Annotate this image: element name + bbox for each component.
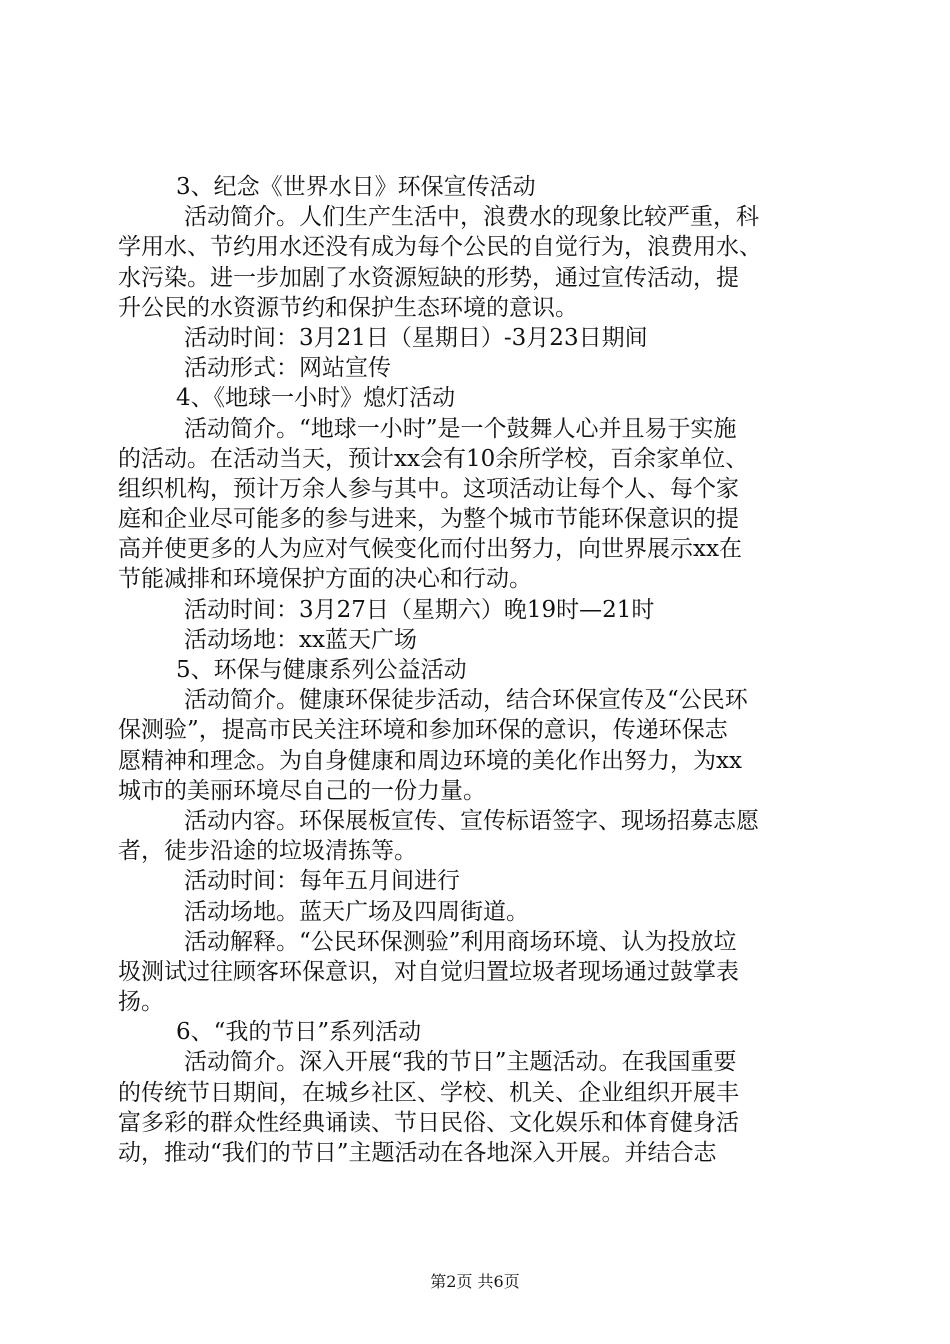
- page-footer: 第2页 共6页: [430, 1272, 520, 1291]
- paragraph-line: 动，推动“我们的节日”主题活动在各地深入开展。并结合志: [118, 1140, 717, 1166]
- paragraph-line: 活动时间：3月21日（星期日）-3月23日期间: [184, 324, 648, 351]
- document-body: [118, 172, 834, 1168]
- paragraph-line: 升公民的水资源节约和保护生态环境的意识。: [118, 294, 578, 321]
- paragraph-line: 学用水、节约用水还没有成为每个公民的自觉行为，浪费用水、: [118, 234, 762, 261]
- paragraph-line: 活动时间：3月27日（星期六）晚19时—21时: [184, 596, 655, 623]
- paragraph-line: 的传统节日期间，在城乡社区、学校、机关、企业组织开展丰: [118, 1079, 739, 1106]
- paragraph-line: 的活动。在活动当天，预计xx会有10余所学校，百余家单位、: [118, 445, 749, 472]
- section-heading: 4、《地球一小时》熄灯活动: [176, 385, 456, 412]
- paragraph-line: 高并使更多的人为应对气候变化而付出努力，向世界展示xx在: [118, 536, 742, 563]
- paragraph-line: 活动简介。人们生产生活中，浪费水的现象比较严重，科: [184, 204, 759, 231]
- paragraph-line: 富多彩的群众性经典诵读、节日民俗、文化娱乐和体育健身活: [118, 1109, 739, 1136]
- paragraph-line: 扬。: [118, 989, 164, 1016]
- paragraph-line: 愿精神和理念。为自身健康和周边环境的美化作出努力，为xx: [118, 747, 742, 774]
- section-heading: 6、“我的节日”系列活动: [176, 1019, 422, 1046]
- paragraph-line: 水污染。进一步加剧了水资源短缺的形势，通过宣传活动，提: [118, 264, 739, 291]
- section-heading: 3、纪念《世界水日》环保宣传活动: [176, 174, 536, 200]
- paragraph-line: 活动简介。“地球一小时”是一个鼓舞人心并且易于实施: [184, 415, 737, 442]
- paragraph-line: 活动形式：网站宣传: [184, 355, 391, 382]
- paragraph-line: 者，徒步沿途的垃圾清拣等。: [118, 838, 417, 865]
- paragraph-line: 活动场地。蓝天广场及四周街道。: [184, 898, 529, 925]
- paragraph-line: 圾测试过往顾客环保意识，对自觉归置垃圾者现场通过鼓掌表: [118, 958, 739, 985]
- paragraph-line: 城市的美丽环境尽自己的一份力量。: [118, 777, 486, 804]
- paragraph-line: 庭和企业尽可能多的参与进来，为整个城市节能环保意识的提: [118, 506, 739, 533]
- paragraph-line: 活动解释。“公民环保测验”利用商场环境、认为投放垃: [184, 928, 737, 955]
- paragraph-line: 节能减排和环境保护方面的决心和行动。: [118, 566, 532, 593]
- paragraph-line: 活动简介。深入开展“我的节日”主题活动。在我国重要: [184, 1049, 737, 1076]
- paragraph-line: 活动简介。健康环保徒步活动，结合环保宣传及“公民环: [184, 687, 748, 714]
- paragraph-line: 活动场地：xx蓝天广场: [184, 626, 417, 653]
- paragraph-line: 组织机构，预计万余人参与其中。这项活动让每个人、每个家: [118, 475, 739, 502]
- paragraph-line: 活动时间：每年五月间进行: [184, 868, 460, 895]
- paragraph-line: 保测验”，提高市民关注环境和参加环保的意识，传递环保志: [118, 717, 728, 744]
- section-heading: 5、环保与健康系列公益活动: [176, 657, 467, 683]
- paragraph-line: 活动内容。环保展板宣传、宣传标语签字、现场招募志愿: [184, 807, 759, 834]
